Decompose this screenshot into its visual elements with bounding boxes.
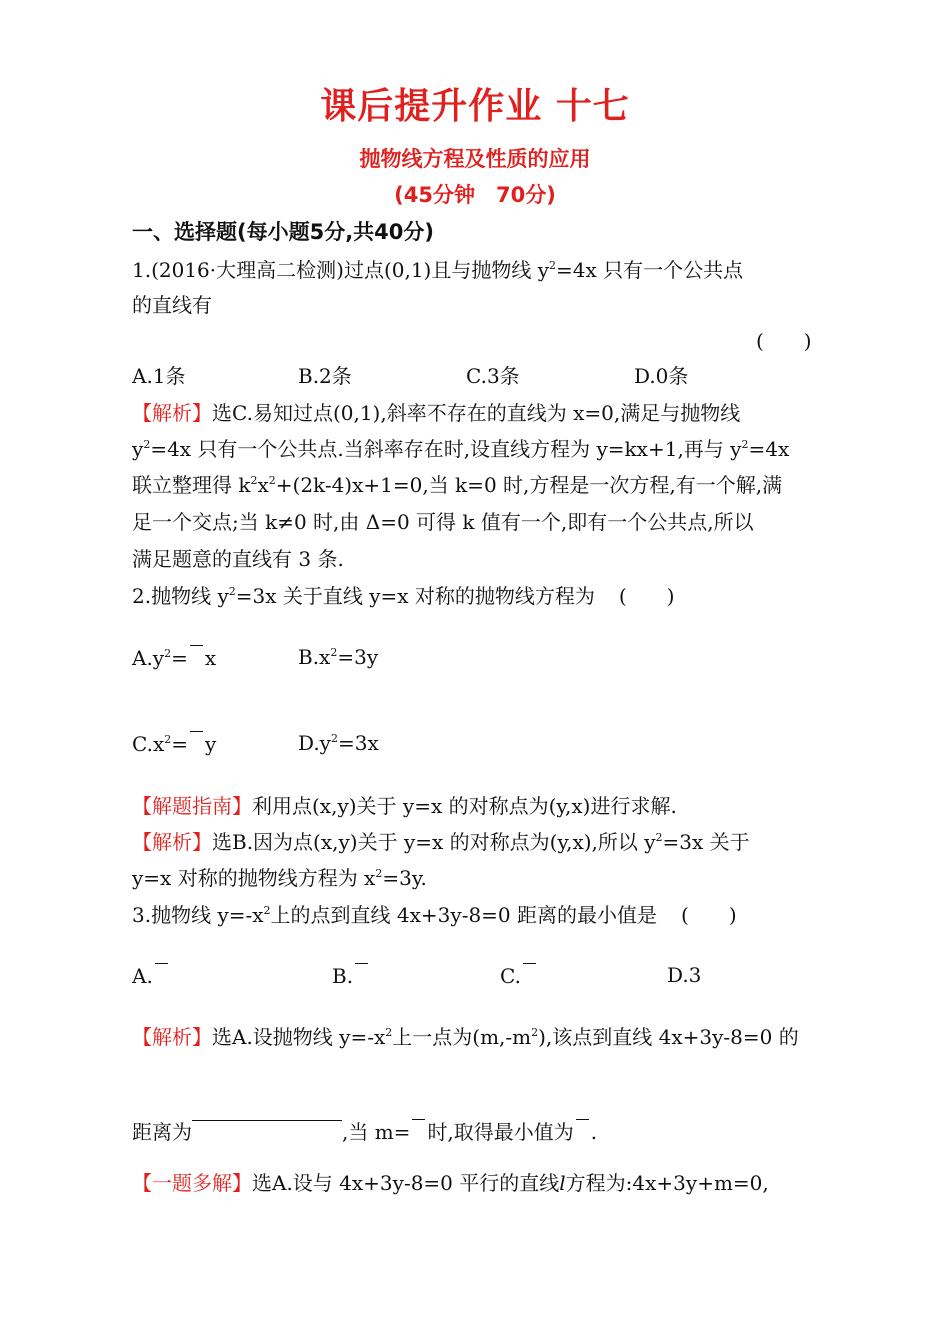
fraction-mark: [190, 731, 203, 733]
q1-option-b: B.2条: [298, 364, 352, 388]
q2-solution-line1: 【解析】选B.因为点(x,y)关于 y=x 的对称点为(y,x),所以 $y^2=3x$ 关于: [132, 830, 750, 854]
q3-stem: 3.抛物线 $y=-x^2$上的点到直线 4x+3y-8=0 距离的最小值是 ( ): [132, 903, 737, 927]
q2-solution-line2: y=x 对称的抛物线方程为 $x^2=3y$.: [132, 866, 427, 890]
page-subtitle: 抛物线方程及性质的应用: [359, 147, 591, 171]
time-score: (45分钟 70分): [394, 183, 556, 207]
q1-solution-line5: 满足题意的直线有 3 条.: [132, 547, 344, 571]
q3-option-a: A.: [132, 963, 170, 988]
q2-option-c: $C.x^2= y$: [132, 732, 217, 756]
q2-solution-tag: 【解析】: [132, 830, 212, 854]
q3-option-c: C.: [500, 963, 538, 988]
q1-stem-line2: 的直线有: [132, 293, 212, 317]
fraction-mark: [190, 645, 203, 647]
q1-solution-line1: 【解析】选C.易知过点(0,1),斜率不存在的直线为 x=0,满足与抛物线: [132, 401, 741, 425]
q3-solution-line2: 距离为 ,当 m= 时,取得最小值为 .: [132, 1120, 598, 1144]
q1-solution-tag: 【解析】: [132, 401, 212, 425]
q2-option-a: $A.y^2= x$: [132, 646, 217, 670]
q1-stem-line1: 1.(2016·大理高二检测)过点(0,1)且与抛物线 $y^2=4x$ 只有一个公共点: [132, 258, 744, 282]
q2-guide: 【解题指南】利用点(x,y)关于 y=x 的对称点为(y,x)进行求解.: [132, 794, 677, 818]
q1-solution-line2: $y^2=4x$ 只有一个公共点.当斜率存在时,设直线方程为 y=kx+1,再与 $y^2=4x$: [132, 437, 790, 461]
q2-guide-tag: 【解题指南】: [132, 794, 252, 818]
page-title: 课后提升作业 十七: [320, 86, 630, 127]
q1-option-c: C.3条: [466, 364, 520, 388]
q3-solution-tag: 【解析】: [132, 1025, 212, 1049]
q1-option-a: A.1条: [132, 364, 186, 388]
distance-formula-bar: [192, 1120, 342, 1121]
q3-solution-line1: 【解析】选A.设抛物线 $y=-x^2$上一点为$(m,-m^2)$,该点到直线 4x+3y-8=0 的: [132, 1025, 799, 1049]
q3-alt-tag: 【一题多解】: [132, 1171, 252, 1195]
q2-option-b: $B.x^2=3y$: [298, 645, 379, 669]
q2-option-d: $D.y^2=3x$: [298, 731, 379, 755]
fraction-mark: [523, 963, 536, 965]
q3-alt-solution: 【一题多解】选A.设与 4x+3y-8=0 平行的直线l方程为:4x+3y+m=0,: [132, 1171, 769, 1195]
q2-stem: 2.抛物线 $y^2=3x$ 关于直线 y=x 对称的抛物线方程为 ( ): [132, 584, 675, 608]
q1-solution-line3: 联立整理得 $k^2x^2+(2k-4)x+1=0$,当 k=0 时,方程是一次方程,有一个解,满: [132, 473, 783, 497]
fraction-mark: [155, 963, 168, 965]
q1-answer-paren: ( ): [756, 329, 812, 353]
q3-option-b: B.: [332, 963, 370, 988]
q1-solution-line4: 足一个交点;当 k≠0 时,由 Δ=0 可得 k 值有一个,即有一个公共点,所以: [132, 510, 754, 534]
q3-option-d: D.3: [667, 963, 702, 987]
q1-option-d: D.0条: [634, 364, 689, 388]
fraction-mark: [412, 1119, 425, 1121]
section-heading: 一、选择题(每小题5分,共40分): [132, 220, 435, 244]
fraction-mark: [576, 1119, 589, 1121]
fraction-mark: [355, 963, 368, 965]
